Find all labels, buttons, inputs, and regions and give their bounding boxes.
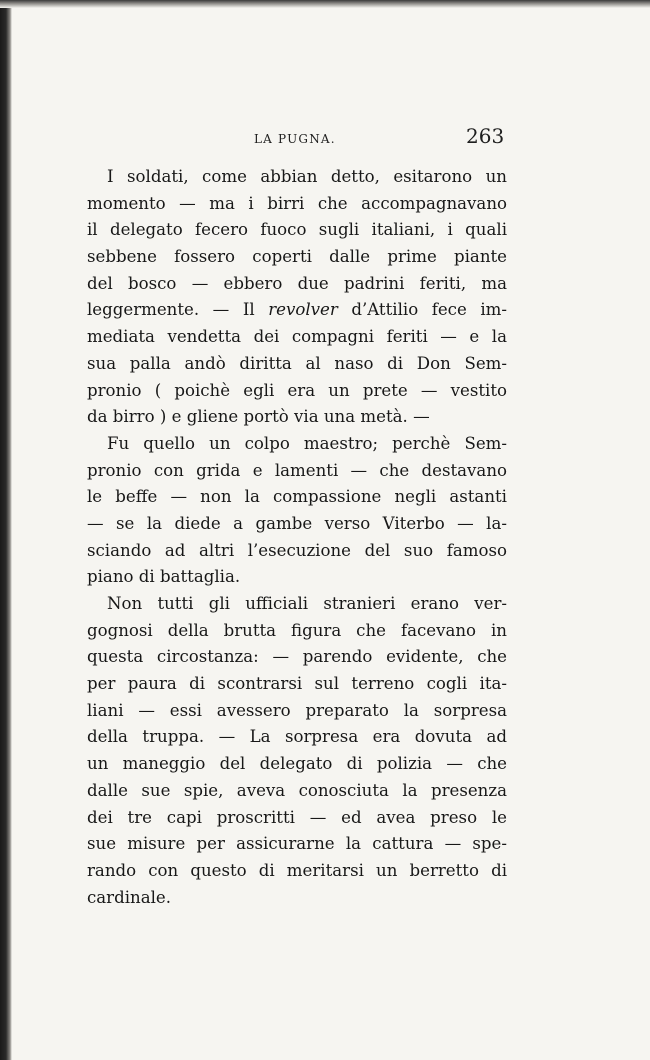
text-line: sua palla andò diritta al naso di Don Sem- bbox=[87, 353, 507, 373]
text-line: questa circostanza: — parendo evidente, che bbox=[87, 647, 507, 667]
text-line: gognosi della brutta figura che facevano in bbox=[87, 620, 507, 640]
page-top-edge bbox=[0, 0, 650, 8]
text-line: leggermente. — Il revolver d’Attilio fece im- bbox=[87, 300, 507, 320]
text-line: piano di battaglia. bbox=[87, 567, 241, 587]
text-line: sciando ad altri l’esecuzione del suo famoso bbox=[87, 540, 507, 560]
text-line: Fu quello un colpo maestro; perchè Sem- bbox=[107, 433, 507, 453]
text-line: pronio con grida e lamenti — che destavano bbox=[87, 460, 507, 480]
text-line: rando con questo di meritarsi un berretto di bbox=[87, 860, 507, 880]
text-line: liani — essi avessero preparato la sorpresa bbox=[87, 700, 507, 720]
text-line: della truppa. — La sorpresa era dovuta ad bbox=[87, 727, 507, 747]
text-line: — se la diede a gambe verso Viterbo — la- bbox=[87, 513, 507, 533]
text-line: sebbene fossero coperti dalle prime piante bbox=[87, 247, 507, 267]
text-line: dei tre capi proscritti — ed avea preso le bbox=[87, 807, 507, 827]
running-title: LA PUGNA. bbox=[254, 132, 336, 146]
text-line: mediata vendetta dei compagni feriti — e la bbox=[87, 327, 507, 347]
paragraph-3 bbox=[87, 591, 507, 911]
text-line: da birro ) e gliene portò via una metà. — bbox=[87, 407, 430, 427]
text-line: per paura di scontrarsi sul terreno cogli ita- bbox=[87, 674, 507, 694]
text-line: I soldati, come abbian detto, esitarono un bbox=[107, 167, 507, 186]
text-line: un maneggio del delegato di polizia — che bbox=[87, 754, 507, 774]
page-header bbox=[0, 122, 650, 152]
text-line: cardinale. bbox=[87, 887, 172, 907]
text-line: pronio ( poichè egli era un prete — vestito bbox=[87, 380, 507, 400]
text-line: il delegato fecero fuoco sugli italiani, i quali bbox=[87, 220, 507, 240]
body-text bbox=[87, 164, 507, 911]
paragraph-1 bbox=[87, 164, 507, 431]
paragraph-2 bbox=[87, 431, 507, 591]
text-line: momento — ma i birri che accompagnavano bbox=[87, 193, 507, 213]
text-line: del bosco — ebbero due padrini feriti, ma bbox=[87, 273, 507, 293]
text-line: Non tutti gli ufficiali stranieri erano ver- bbox=[107, 594, 507, 613]
text-line: dalle sue spie, aveva conosciuta la presenza bbox=[87, 780, 507, 800]
book-spine-shadow bbox=[0, 0, 12, 1060]
page-number: 263 bbox=[466, 124, 505, 148]
text-line: le beffe — non la compassione negli astanti bbox=[87, 487, 507, 507]
text-line: sue misure per assicurarne la cattura — spe- bbox=[87, 834, 507, 854]
